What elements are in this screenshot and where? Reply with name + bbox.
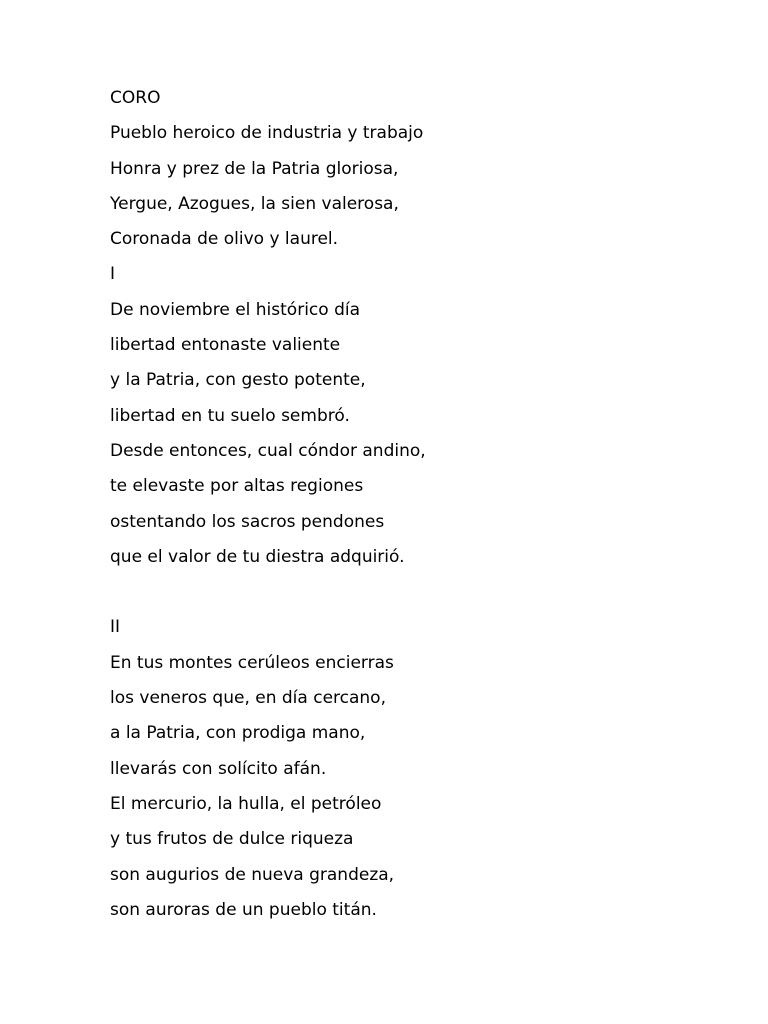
text-line: que el valor de tu diestra adquirió. xyxy=(110,546,405,567)
poem-text xyxy=(110,81,710,928)
text-line: Desde entonces, cual cóndor andino, xyxy=(110,440,426,461)
text-line: Yergue, Azogues, la sien valerosa, xyxy=(110,193,399,214)
text-line: libertad en tu suelo sembró. xyxy=(110,405,350,426)
text-line: De noviembre el histórico día xyxy=(110,299,361,320)
text-line: y tus frutos de dulce riqueza xyxy=(110,829,354,850)
text-line: Honra y prez de la Patria gloriosa, xyxy=(110,158,399,179)
text-line: ostentando los sacros pendones xyxy=(110,511,385,532)
stanza-heading-ii: II xyxy=(110,617,121,638)
text-line: y la Patria, con gesto potente, xyxy=(110,370,366,391)
text-line: libertad entonaste valiente xyxy=(110,335,341,356)
text-line: Coronada de olivo y laurel. xyxy=(110,229,339,250)
blank-line xyxy=(110,575,710,610)
text-line: son auroras de un pueblo titán. xyxy=(110,899,377,920)
stanza-heading-i: I xyxy=(110,264,116,285)
text-line: Pueblo heroico de industria y trabajo xyxy=(110,123,424,144)
text-line: los veneros que, en día cercano, xyxy=(110,688,386,709)
text-line: llevarás con solícito afán. xyxy=(110,758,327,779)
chorus-heading: CORO xyxy=(110,88,161,108)
text-line: En tus montes cerúleos encierras xyxy=(110,652,394,673)
text-line: te elevaste por altas regiones xyxy=(110,476,364,497)
text-line: El mercurio, la hulla, el petróleo xyxy=(110,793,382,814)
text-line: son augurios de nueva grandeza, xyxy=(110,864,395,885)
text-line: a la Patria, con prodiga mano, xyxy=(110,723,366,744)
